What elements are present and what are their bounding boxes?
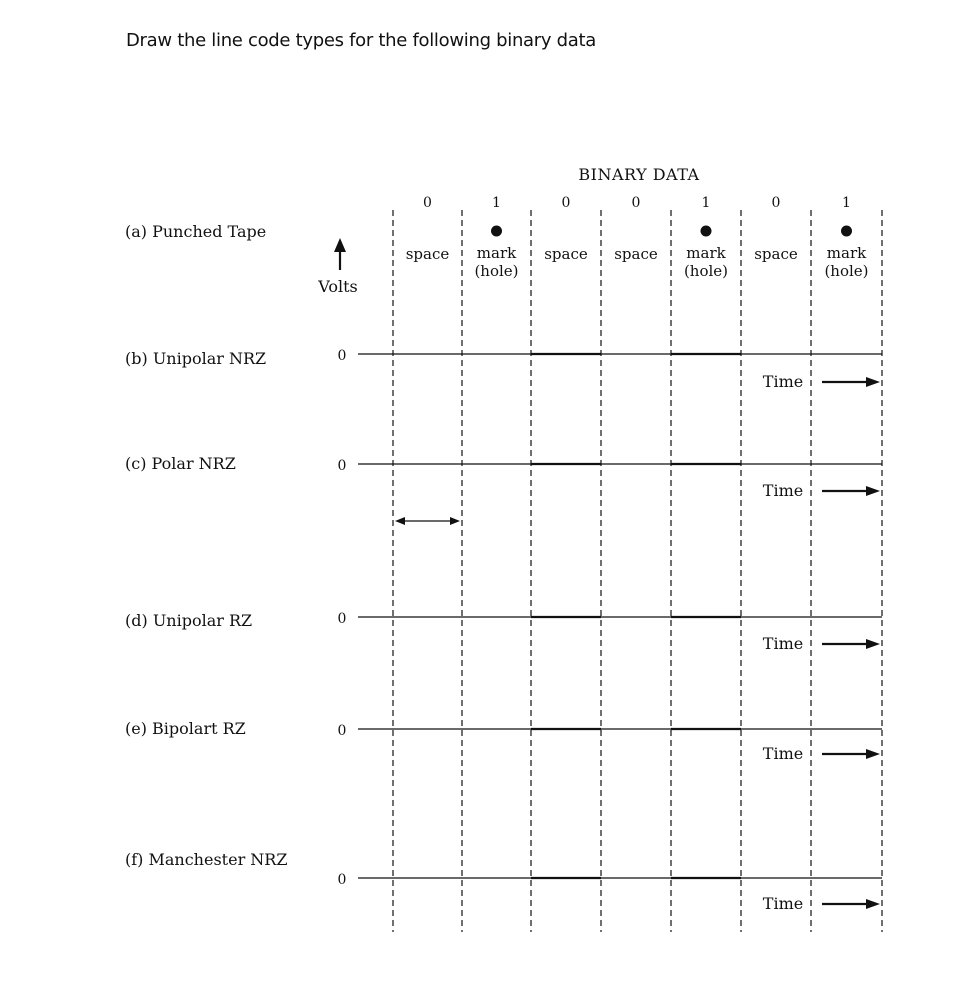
row-label: (f) Manchester NRZ [125,850,288,869]
slot-type-label: space [754,245,798,263]
slot-type-label: mark [826,244,867,262]
slot-type-label: space [405,245,450,263]
bit-value: 0 [771,195,781,211]
time-label: Time [762,894,804,913]
bit-value: 0 [423,195,432,211]
time-label: Time [762,744,804,763]
bit-value: 0 [561,195,571,211]
zero-level-label: 0 [337,872,347,888]
time-arrow-head [866,639,880,649]
bit-value: 1 [701,195,711,211]
zero-level-label: 0 [337,723,347,739]
slot-hole-label: (hole) [474,262,519,280]
bit-value: 0 [631,195,641,211]
zero-level-label: 0 [337,611,347,627]
tape-hole-dot [841,226,852,237]
zero-level-label: 0 [337,458,347,474]
time-label: Time [762,481,804,500]
tape-hole-dot [701,226,712,237]
question-title: Draw the line code types for the following binary data [126,30,597,51]
volts-arrow-head [334,238,346,252]
zero-level-label: 0 [337,348,347,364]
bit-value: 1 [842,195,851,211]
time-arrow-head [866,486,880,496]
time-arrow-head [866,377,880,387]
row-label: (a) Punched Tape [125,222,267,241]
slot-type-label: mark [476,244,517,262]
row-label: (d) Unipolar RZ [125,611,253,630]
row-label: (e) Bipolart RZ [125,719,246,738]
volts-label: Volts [318,277,358,296]
bit-period-arrow-left-head [395,517,405,525]
slot-hole-label: (hole) [683,262,729,280]
slot-type-label: mark [686,244,726,262]
row-label: (b) Unipolar NRZ [125,349,267,368]
row-label: (c) Polar NRZ [125,454,236,473]
slot-type-label: space [614,245,658,263]
time-arrow-head [866,749,880,759]
binary-data-title: BINARY DATA [578,165,700,184]
time-label: Time [762,372,804,391]
tape-hole-dot [491,226,502,237]
bit-period-arrow-right-head [450,517,460,525]
bit-value: 1 [492,195,501,211]
slot-hole-label: (hole) [824,262,869,280]
time-label: Time [762,634,804,653]
time-arrow-head [866,899,880,909]
slot-type-label: space [544,245,588,263]
